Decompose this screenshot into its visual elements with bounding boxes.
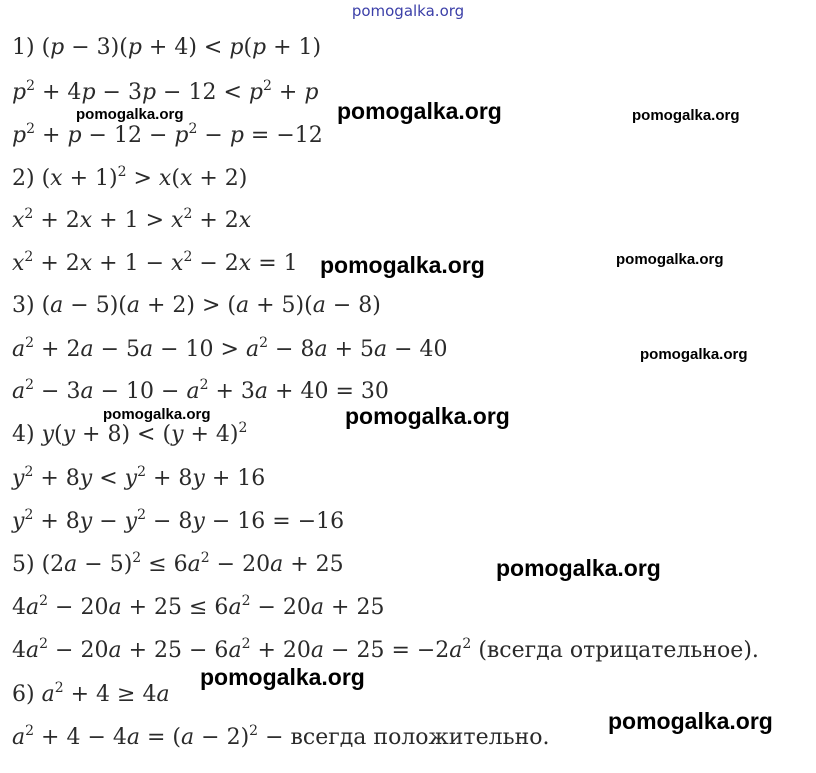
solution-line: $4a^2 - 20a + 25 \le 6a^2 - 20a + 25$ [12,593,385,620]
watermark-text: pomogalka.org [496,555,661,581]
watermark-text: pomogalka.org [103,406,211,423]
watermark-text: pomogalka.org [320,252,485,278]
solution-line: $a^2 + 2a - 5a - 10 > a^2 - 8a + 5a - 40$ [12,335,448,362]
solution-line: $x^2 + 2x + 1 - x^2 - 2x = 1$ [12,249,298,276]
solution-line: $y^2 + 8y - y^2 - 8y - 16 = -16$ [12,507,345,534]
solution-line: $y^2 + 8y < y^2 + 8y + 16$ [12,464,266,491]
solution-line: 3) (a − 5)(a + 2) > (a + 5)(a − 8) [12,293,381,318]
watermark-text: pomogalka.org [616,251,724,268]
watermark-text: pomogalka.org [632,107,740,124]
solution-line: $a^2 - 3a - 10 - a^2 + 3a + 40 = 30$ [12,377,389,404]
solution-line: 2) $(x + 1)^2 > x(x + 2)$ [12,164,248,191]
watermark-text: pomogalka.org [640,346,748,363]
watermark-text: pomogalka.org [337,98,502,124]
solution-line: $p^2 + p - 12 - p^2 - p = -12$ [12,121,323,148]
watermark-text: pomogalka.org [76,106,184,123]
solution-line: $p^2 + 4p - 3p - 12 < p^2 + p$ [12,78,319,105]
watermark-text: pomogalka.org [200,664,365,690]
watermark-text: pomogalka.org [608,708,773,734]
solution-line: 6) $a^2 + 4 \ge 4a$ [12,680,170,707]
solution-line: $x^2 + 2x + 1 > x^2 + 2x$ [12,206,252,233]
solution-line: 5) $(2a - 5)^2 \le 6a^2 - 20a + 25$ [12,550,344,577]
solution-line: 4) $y(y + 8) < (y + 4)^2$ [12,420,248,447]
solution-line: $a^2 + 4 - 4a = (a - 2)^2$ − всегда положительно. [12,723,550,750]
watermark-text: pomogalka.org [345,403,510,429]
solution-line: 1) (p − 3)(p + 4) < p(p + 1) [12,35,322,60]
site-logo-text[interactable]: pomogalka.org [351,2,465,20]
solution-line: $4a^2 - 20a + 25 - 6a^2 + 20a - 25 = -2a^2$ (всегда отрицательное). [12,636,759,663]
